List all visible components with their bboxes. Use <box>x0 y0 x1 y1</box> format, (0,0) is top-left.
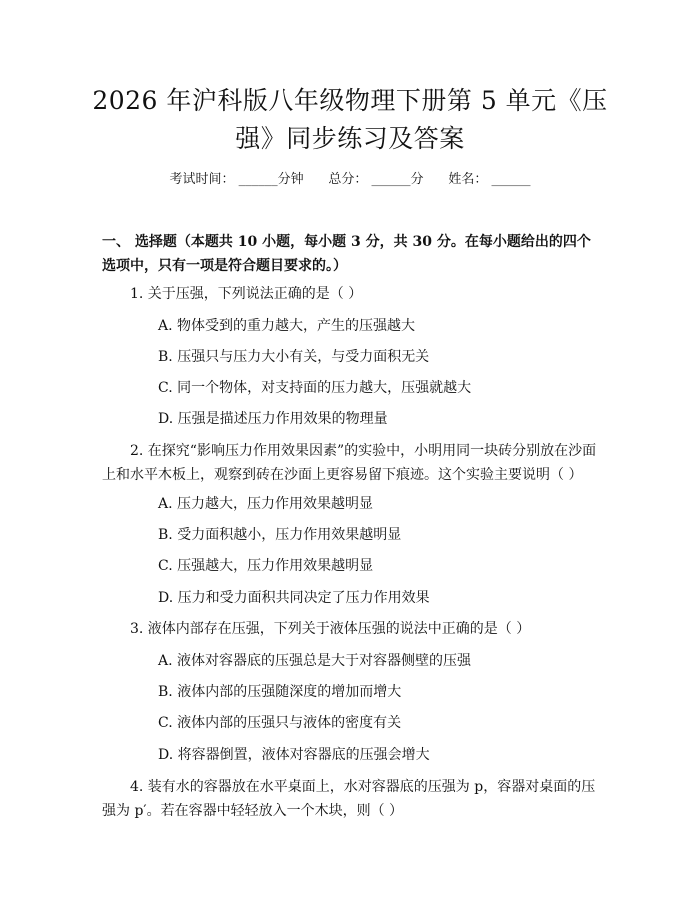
question-2-option-a: A. 压力越大，压力作用效果越明显 <box>158 496 374 512</box>
question-2-stem: 2. 在探究“影响压力作用效果因素”的实验中，小明用同一块砖分别放在沙面上和水平木板上，观察到砖在沙面上更容易留下痕迹。这个实验主要说明（ ） <box>102 443 597 483</box>
exam-info-line: 考试时间： ______分钟 总分： ______分 姓名： ______ <box>169 172 531 187</box>
title-line-1: 2026 年沪科版八年级物理下册第 5 单元《压 <box>92 86 608 115</box>
question-2-option-c: C. 压强越大，压力作用效果越明显 <box>158 558 374 574</box>
question-1-option-c: C. 同一个物体，对支持面的压力越大，压强就越大 <box>158 380 472 396</box>
question-1-option-d: D. 压强是描述压力作用效果的物理量 <box>158 411 388 427</box>
question-2-option-d: D. 压力和受力面积共同决定了压力作用效果 <box>158 590 430 606</box>
section-heading: 一、 选择题（本题共 10 小题，每小题 3 分，共 30 分。在每小题给出的四个选项中，只有一项是符合题目要求的。） <box>102 234 591 274</box>
question-4-stem: 4. 装有水的容器放在水平桌面上，水对容器底的压强为 p，容器对桌面的压强为 p′。若在容器中轻轻放入一个木块，则（ ） <box>102 779 596 819</box>
question-3-option-a: A. 液体对容器底的压强总是大于对容器侧壁的压强 <box>158 653 472 669</box>
question-1-stem: 1. 关于压强，下列说法正确的是（ ） <box>130 286 363 302</box>
question-3-option-b: B. 液体内部的压强随深度的增加而增大 <box>158 684 402 700</box>
document-title <box>90 82 610 158</box>
title-line-2: 强》同步练习及答案 <box>235 124 465 153</box>
question-3-option-d: D. 将容器倒置，液体对容器底的压强会增大 <box>158 747 430 763</box>
question-1-option-b: B. 压强只与压力大小有关，与受力面积无关 <box>158 349 430 365</box>
question-3-stem: 3. 液体内部存在压强，下列关于液体压强的说法中正确的是（ ） <box>130 621 531 637</box>
question-1-option-a: A. 物体受到的重力越大，产生的压强越大 <box>158 318 416 334</box>
question-3-option-c: C. 液体内部的压强只与液体的密度有关 <box>158 715 402 731</box>
question-2-option-b: B. 受力面积越小，压力作用效果越明显 <box>158 527 402 543</box>
